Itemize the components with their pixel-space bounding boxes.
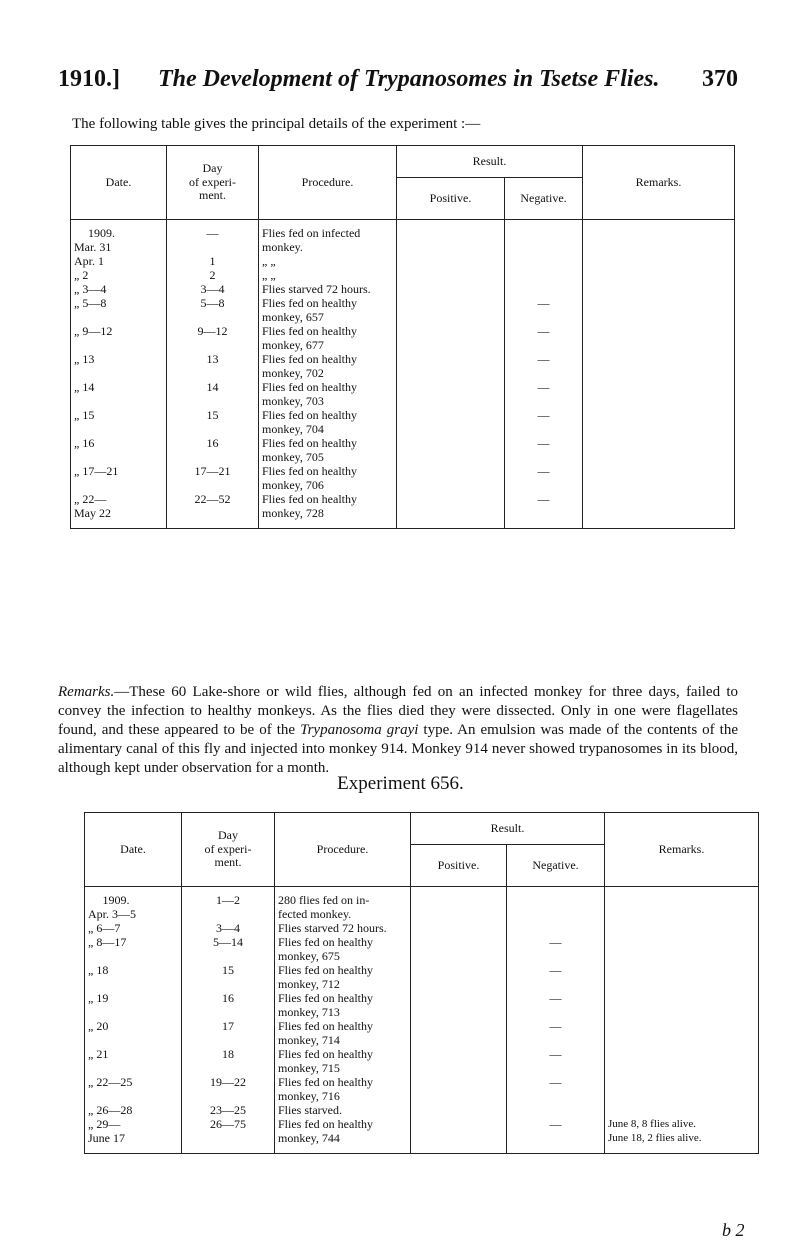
cell-positive <box>411 1075 507 1103</box>
cell-procedure: Flies fed on healthy monkey, 703 <box>259 380 397 408</box>
cell-positive <box>397 220 505 255</box>
header-negative: Negative. <box>505 178 583 220</box>
cell-remarks <box>605 1075 759 1103</box>
cell-remarks <box>583 220 735 255</box>
cell-procedure: Flies fed on healthy monkey, 702 <box>259 352 397 380</box>
cell-positive <box>397 380 505 408</box>
header-day: Day of experi- ment. <box>167 146 259 220</box>
cell-remarks <box>583 408 735 436</box>
table-row <box>85 1075 759 1103</box>
cell-positive <box>411 1103 507 1117</box>
header-result: Result. <box>411 813 605 845</box>
cell-day: 17 <box>182 1019 275 1047</box>
experiment-title: Experiment 656. <box>337 773 464 794</box>
header-remarks: Remarks. <box>583 146 735 220</box>
header-year: 1910.] <box>58 66 120 92</box>
cell-positive <box>411 1047 507 1075</box>
table-row <box>85 991 759 1019</box>
cell-remarks <box>583 436 735 464</box>
cell-negative: — <box>505 492 583 529</box>
cell-negative: — <box>505 464 583 492</box>
cell-positive <box>411 963 507 991</box>
cell-positive <box>411 887 507 922</box>
cell-date: „ 20 <box>85 1019 182 1047</box>
cell-day: 22—52 <box>167 492 259 529</box>
cell-day: 1—2 <box>182 887 275 922</box>
header-procedure: Procedure. <box>259 146 397 220</box>
table-row <box>71 220 735 255</box>
table-row <box>85 887 759 922</box>
cell-date: „ 21 <box>85 1047 182 1075</box>
cell-procedure: Flies fed on healthy monkey, 705 <box>259 436 397 464</box>
cell-remarks: June 8, 8 flies alive. June 18, 2 flies alive. <box>605 1117 759 1154</box>
cell-procedure: Flies fed on healthy monkey, 714 <box>275 1019 411 1047</box>
cell-positive <box>397 436 505 464</box>
cell-negative: — <box>507 935 605 963</box>
cell-date: „ 6—7 <box>85 921 182 935</box>
table-row <box>71 282 735 296</box>
cell-procedure: Flies fed on infected monkey. <box>259 220 397 255</box>
cell-remarks <box>605 991 759 1019</box>
table-row <box>71 254 735 282</box>
table-row <box>71 464 735 492</box>
cell-date: „ 15 <box>71 408 167 436</box>
table-row <box>85 1103 759 1117</box>
cell-remarks <box>605 921 759 935</box>
table-row <box>85 921 759 935</box>
cell-procedure: Flies starved. <box>275 1103 411 1117</box>
cell-positive <box>397 408 505 436</box>
cell-date: „ 14 <box>71 380 167 408</box>
cell-remarks <box>605 887 759 922</box>
cell-procedure: 280 flies fed on in- fected monkey. <box>275 887 411 922</box>
cell-remarks <box>583 254 735 282</box>
remarks-text-after: type. An emulsion was made of the contents of the alimentary canal of this fly and injected into monkey 914. Monkey 914 never showed trypanosomes in its blood, although kept under observation for a month. <box>58 722 739 776</box>
cell-remarks <box>583 380 735 408</box>
cell-procedure: „ „ „ „ <box>259 254 397 282</box>
cell-positive <box>411 921 507 935</box>
remarks-label: Remarks. <box>58 684 115 700</box>
cell-negative <box>505 282 583 296</box>
cell-date: „ 8—17 <box>85 935 182 963</box>
header-result: Result. <box>397 146 583 178</box>
cell-procedure: Flies fed on healthy monkey, 716 <box>275 1075 411 1103</box>
cell-negative: — <box>507 1019 605 1047</box>
cell-day: 15 <box>167 408 259 436</box>
cell-negative <box>505 220 583 255</box>
cell-positive <box>397 492 505 529</box>
cell-procedure: Flies fed on healthy monkey, 712 <box>275 963 411 991</box>
cell-day: 3—4 <box>167 282 259 296</box>
cell-date: „ 17—21 <box>71 464 167 492</box>
cell-positive <box>397 282 505 296</box>
cell-positive <box>397 296 505 324</box>
cell-remarks <box>583 464 735 492</box>
cell-positive <box>397 254 505 282</box>
cell-negative: — <box>507 1117 605 1154</box>
cell-day: 1 2 <box>167 254 259 282</box>
cell-procedure: Flies fed on healthy monkey, 704 <box>259 408 397 436</box>
running-head <box>58 66 738 106</box>
cell-procedure: Flies fed on healthy monkey, 715 <box>275 1047 411 1075</box>
header-positive: Positive. <box>397 178 505 220</box>
cell-negative: — <box>507 963 605 991</box>
remarks-text-before: —These 60 Lake-shore or wild flies, although fed on an infected monkey for three days, failed to convey the infection to healthy monkeys. As the flies died they were dissected. Only in one were flagellates found, and these appeared to be of the <box>58 684 738 738</box>
cell-procedure: Flies fed on healthy monkey, 706 <box>259 464 397 492</box>
cell-remarks <box>583 296 735 324</box>
header-positive: Positive. <box>411 845 507 887</box>
cell-negative: — <box>507 991 605 1019</box>
table-row <box>71 380 735 408</box>
header-negative: Negative. <box>507 845 605 887</box>
table-row <box>85 935 759 963</box>
cell-positive <box>411 1019 507 1047</box>
cell-day: 16 <box>167 436 259 464</box>
remarks-paragraph <box>58 683 738 778</box>
cell-negative: — <box>505 408 583 436</box>
cell-remarks <box>605 935 759 963</box>
cell-negative <box>507 921 605 935</box>
cell-remarks <box>583 324 735 352</box>
cell-negative <box>507 1103 605 1117</box>
cell-date: 1909. Apr. 3—5 <box>85 887 182 922</box>
species-name: Trypanosoma grayi <box>300 722 419 738</box>
header-title: The Development of Trypanosomes in Tsetse Flies. <box>158 66 660 92</box>
cell-date: „ 13 <box>71 352 167 380</box>
header-remarks: Remarks. <box>605 813 759 887</box>
cell-day: 5—8 <box>167 296 259 324</box>
table-row <box>71 324 735 352</box>
cell-day: 3—4 <box>182 921 275 935</box>
cell-date: „ 9—12 <box>71 324 167 352</box>
cell-negative: — <box>505 324 583 352</box>
experiment-table-2 <box>84 812 759 1154</box>
cell-procedure: Flies fed on healthy monkey, 675 <box>275 935 411 963</box>
cell-day: 18 <box>182 1047 275 1075</box>
cell-remarks <box>605 1047 759 1075</box>
cell-procedure: Flies starved 72 hours. <box>259 282 397 296</box>
cell-negative: — <box>505 380 583 408</box>
table-row <box>85 1047 759 1075</box>
cell-positive <box>397 352 505 380</box>
cell-positive <box>397 324 505 352</box>
cell-positive <box>397 464 505 492</box>
cell-day: 16 <box>182 991 275 1019</box>
cell-negative: — <box>505 296 583 324</box>
cell-procedure: Flies fed on healthy monkey, 713 <box>275 991 411 1019</box>
cell-remarks <box>605 1019 759 1047</box>
cell-procedure: Flies starved 72 hours. <box>275 921 411 935</box>
cell-remarks <box>583 492 735 529</box>
header-date: Date. <box>85 813 182 887</box>
cell-date: „ 19 <box>85 991 182 1019</box>
experiment-table-1 <box>70 145 735 529</box>
cell-date: „ 26—28 <box>85 1103 182 1117</box>
table-row <box>85 963 759 991</box>
cell-remarks <box>605 963 759 991</box>
cell-remarks <box>605 1103 759 1117</box>
table-row <box>71 492 735 529</box>
cell-date: „ 18 <box>85 963 182 991</box>
cell-procedure: Flies fed on healthy monkey, 728 <box>259 492 397 529</box>
table-row <box>71 352 735 380</box>
cell-negative <box>507 887 605 922</box>
table-row <box>85 1019 759 1047</box>
cell-negative: — <box>505 436 583 464</box>
table-row <box>71 408 735 436</box>
intro-text: The following table gives the principal details of the experiment :— <box>72 116 481 132</box>
cell-day: 17—21 <box>167 464 259 492</box>
cell-day: 23—25 <box>182 1103 275 1117</box>
signature-mark: b 2 <box>722 1220 745 1240</box>
cell-date: „ 22—25 <box>85 1075 182 1103</box>
cell-day: 14 <box>167 380 259 408</box>
cell-negative <box>505 254 583 282</box>
cell-remarks <box>583 282 735 296</box>
cell-date: „ 5—8 <box>71 296 167 324</box>
cell-day: 26—75 <box>182 1117 275 1154</box>
cell-positive <box>411 991 507 1019</box>
cell-day: 15 <box>182 963 275 991</box>
cell-date: 1909. Mar. 31 <box>71 220 167 255</box>
table-row <box>71 436 735 464</box>
cell-day: — <box>167 220 259 255</box>
cell-procedure: Flies fed on healthy monkey, 677 <box>259 324 397 352</box>
cell-day: 5—14 <box>182 935 275 963</box>
cell-positive <box>411 935 507 963</box>
cell-procedure: Flies fed on healthy monkey, 744 <box>275 1117 411 1154</box>
cell-day: 9—12 <box>167 324 259 352</box>
header-day: Day of experi- ment. <box>182 813 275 887</box>
cell-date: „ 29— June 17 <box>85 1117 182 1154</box>
cell-date: „ 22— May 22 <box>71 492 167 529</box>
table-row <box>85 1117 759 1154</box>
header-date: Date. <box>71 146 167 220</box>
cell-positive <box>411 1117 507 1154</box>
cell-day: 13 <box>167 352 259 380</box>
cell-negative: — <box>507 1075 605 1103</box>
header-procedure: Procedure. <box>275 813 411 887</box>
page-number: 370 <box>702 66 738 92</box>
cell-negative: — <box>507 1047 605 1075</box>
cell-procedure: Flies fed on healthy monkey, 657 <box>259 296 397 324</box>
cell-date: Apr. 1 „ 2 <box>71 254 167 282</box>
cell-day: 19—22 <box>182 1075 275 1103</box>
cell-date: „ 3—4 <box>71 282 167 296</box>
cell-negative: — <box>505 352 583 380</box>
cell-date: „ 16 <box>71 436 167 464</box>
table-row <box>71 296 735 324</box>
cell-remarks <box>583 352 735 380</box>
